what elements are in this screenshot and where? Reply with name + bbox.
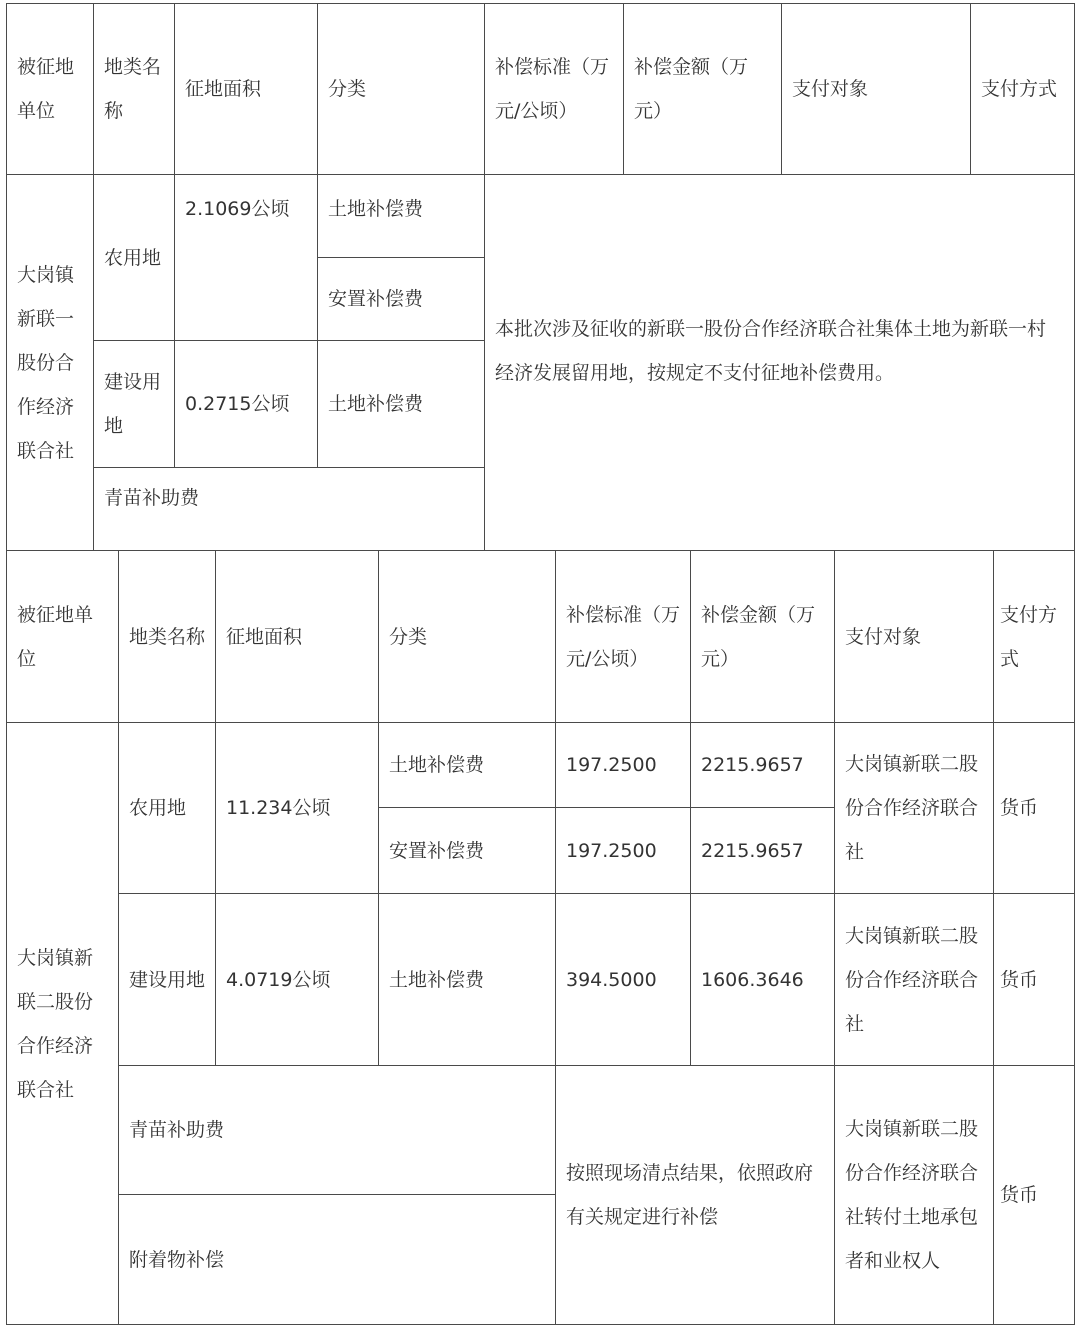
- attachment-cell: 附着物补偿: [119, 1195, 556, 1325]
- header-area: 征地面积: [216, 551, 379, 723]
- header-amount: 补偿金额（万元）: [691, 551, 835, 723]
- recipient-cell: 大岗镇新联二股份合作经济联合社转付土地承包者和业权人: [835, 1066, 994, 1325]
- category-cell: 土地补偿费: [379, 723, 556, 808]
- header-payment: 支付方式: [971, 4, 1075, 175]
- recipient-cell: 大岗镇新联二股份合作经济联合社: [835, 723, 994, 894]
- category-cell: 土地补偿费: [379, 894, 556, 1066]
- header-unit: 被征地单位: [7, 551, 119, 723]
- category-cell: 土地补偿费: [318, 341, 485, 468]
- note-cell: 按照现场清点结果，依照政府有关规定进行补偿: [556, 1066, 835, 1325]
- seedling-cell: 青苗补助费: [94, 468, 485, 551]
- standard-cell: 197.2500: [556, 723, 691, 808]
- payment-cell: 货币: [994, 723, 1075, 894]
- header-recipient: 支付对象: [782, 4, 971, 175]
- payment-cell: 货币: [994, 894, 1075, 1066]
- area-cell: 4.0719公顷: [216, 894, 379, 1066]
- header-recipient: 支付对象: [835, 551, 994, 723]
- header-land-type: 地类名称: [94, 4, 175, 175]
- header-row: [7, 4, 1075, 175]
- amount-cell: 1606.3646: [691, 894, 835, 1066]
- table-row: [7, 723, 1075, 808]
- table-row: [7, 175, 1075, 258]
- compensation-table-xinlian-1: [6, 3, 1075, 551]
- standard-cell: 394.5000: [556, 894, 691, 1066]
- table-row: [7, 894, 1075, 1066]
- header-area: 征地面积: [175, 4, 318, 175]
- standard-cell: 197.2500: [556, 808, 691, 894]
- land-type-cell: 农用地: [119, 723, 216, 894]
- table-row: [7, 1066, 1075, 1195]
- area-cell: 2.1069公顷: [175, 175, 318, 341]
- header-land-type: 地类名称: [119, 551, 216, 723]
- unit-cell: 大岗镇新联一股份合作经济联合社: [7, 175, 94, 551]
- header-unit: 被征地单位: [7, 4, 94, 175]
- header-amount: 补偿金额（万元）: [624, 4, 782, 175]
- compensation-table-xinlian-2: [6, 550, 1075, 1325]
- header-standard: 补偿标准（万元/公顷）: [485, 4, 624, 175]
- category-cell: 安置补偿费: [379, 808, 556, 894]
- amount-cell: 2215.9657: [691, 723, 835, 808]
- header-standard: 补偿标准（万元/公顷）: [556, 551, 691, 723]
- category-cell: 安置补偿费: [318, 258, 485, 341]
- header-payment: 支付方式: [994, 551, 1075, 723]
- header-category: 分类: [379, 551, 556, 723]
- recipient-cell: 大岗镇新联二股份合作经济联合社: [835, 894, 994, 1066]
- category-cell: 土地补偿费: [318, 175, 485, 258]
- land-type-cell: 建设用地: [94, 341, 175, 468]
- header-category: 分类: [318, 4, 485, 175]
- area-cell: 11.234公顷: [216, 723, 379, 894]
- header-row: [7, 551, 1075, 723]
- note-cell: 本批次涉及征收的新联一股份合作经济联合社集体土地为新联一村经济发展留用地，按规定不支付征地补偿费用。: [485, 175, 1075, 551]
- land-type-cell: 建设用地: [119, 894, 216, 1066]
- amount-cell: 2215.9657: [691, 808, 835, 894]
- area-cell: 0.2715公顷: [175, 341, 318, 468]
- unit-cell: 大岗镇新联二股份合作经济联合社: [7, 723, 119, 1325]
- seedling-cell: 青苗补助费: [119, 1066, 556, 1195]
- payment-cell: 货币: [994, 1066, 1075, 1325]
- land-type-cell: 农用地: [94, 175, 175, 341]
